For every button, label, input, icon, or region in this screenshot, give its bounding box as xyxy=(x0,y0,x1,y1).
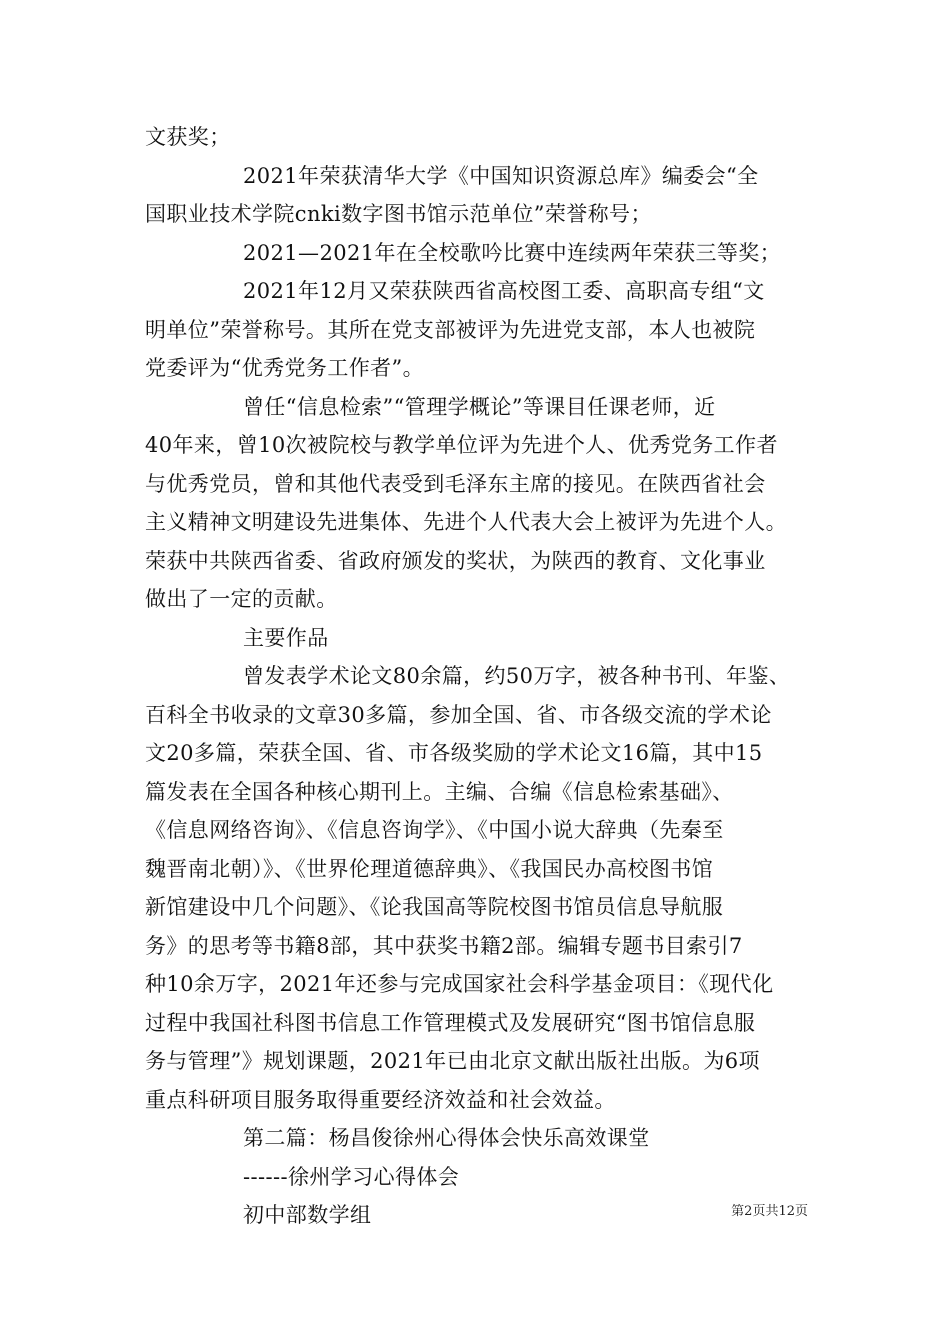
text-line: 40年来，曾10次被院校与教学单位评为先进个人、优秀党务工作者 xyxy=(145,433,778,457)
text-line: 明单位”荣誉称号。其所在党支部被评为先进党支部，本人也被院 xyxy=(145,317,756,342)
text-line: 文20多篇，荣获全国、省、市各级奖励的学术论文16篇，其中15 xyxy=(145,741,763,765)
text-line: 与优秀党员，曾和其他代表受到毛泽东主席的接见。在陕西省社会 xyxy=(145,471,766,496)
text-line: 种10余万字，2021年还参与完成国家社会科学基金项目：《现代化 xyxy=(145,972,774,996)
text-line: 篇发表在全国各种核心期刊上。主编、合编《信息检索基础》、 xyxy=(145,779,734,804)
text-line: 初中部数学组 xyxy=(243,1203,372,1227)
text-line: 魏晋南北朝）》、《世界伦理道德辞典》、《我国民办高校图书馆 xyxy=(145,856,714,881)
text-line: 做出了一定的贡献。 xyxy=(145,587,338,611)
text-line: 百科全书收录的文章30多篇，参加全国、省、市各级交流的学术论 xyxy=(145,702,772,727)
text-line: 务》的思考等书籍8部，其中获奖书籍2部。编辑专题书目索引7 xyxy=(145,933,743,958)
text-line: 国职业技术学院cnki数字图书馆示范单位”荣誉称号； xyxy=(145,202,652,226)
text-line: 新馆建设中几个问题》、《论我国高等院校图书馆员信息导航服 xyxy=(145,895,724,919)
text-line: 务与管理”》规划课题，2021年已由北京文献出版社出版。为6项 xyxy=(145,1049,760,1073)
text-line: 曾任“信息检索”“管理学概论”等课目任课老师，近 xyxy=(243,394,716,419)
text-line: 过程中我国社科图书信息工作管理模式及发展研究“图书馆信息服 xyxy=(145,1010,756,1035)
text-line: 党委评为“优秀党务工作者”。 xyxy=(145,356,425,380)
document-body xyxy=(145,118,825,1235)
text-line: 主要作品 xyxy=(243,625,329,650)
text-line: 2021—2021年在全校歌吟比赛中连续两年荣获三等奖； xyxy=(243,240,782,265)
text-line: 文获奖； xyxy=(145,125,231,149)
page-number-footer: 第2页共12页 xyxy=(731,1204,808,1219)
text-line: 2021年12月又荣获陕西省高校图工委、高职高专组“文 xyxy=(243,279,765,303)
text-line: ------徐州学习心得体会 xyxy=(243,1164,460,1189)
text-line: 主义精神文明建设先进集体、先进个人代表大会上被评为先进个人。 xyxy=(145,510,787,534)
text-line: 第二篇：杨昌俊徐州心得体会快乐高效课堂 xyxy=(243,1126,650,1150)
text-line: 2021年荣获清华大学《中国知识资源总库》编委会“全 xyxy=(243,163,759,188)
text-line: 重点科研项目服务取得重要经济效益和社会效益。 xyxy=(145,1087,616,1112)
text-line: 荣获中共陕西省委、省政府颁发的奖状，为陕西的教育、文化事业 xyxy=(145,548,766,573)
text-line: 《信息网络咨询》、《信息咨询学》、《中国小说大辞典（先秦至 xyxy=(145,818,724,842)
text-line: 曾发表学术论文80余篇，约50万字，被各种书刊、年鉴、 xyxy=(243,664,791,688)
